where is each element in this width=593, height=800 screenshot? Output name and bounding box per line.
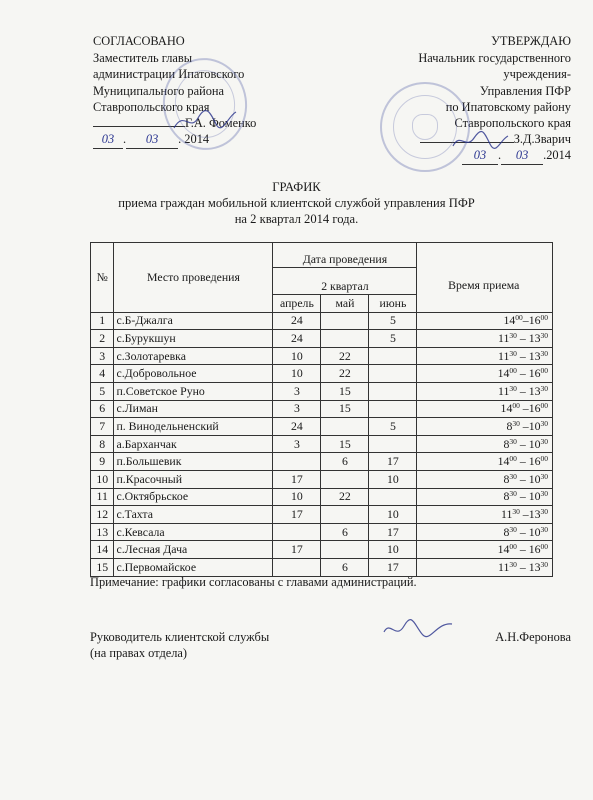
approval-right-signatory: З.Д.Зварич: [513, 132, 571, 146]
row-place: п.Советское Руно: [114, 382, 273, 400]
time-from-minutes: 00: [509, 454, 517, 464]
row-time: [417, 523, 553, 541]
time-to-minutes: 00: [540, 401, 548, 411]
row-time: [417, 470, 553, 488]
row-june: [369, 365, 417, 383]
time-to-minutes: 30: [540, 471, 548, 481]
time-from-hour: 14: [503, 313, 516, 328]
row-time: [417, 558, 553, 576]
table-row: [91, 470, 553, 488]
time-to-hour: 13: [528, 348, 541, 363]
approval-right-heading: УТВЕРЖДАЮ: [491, 34, 571, 48]
time-to-hour: 13: [528, 559, 541, 574]
approval-left-date-year: . 2014: [178, 132, 210, 146]
row-april: 10: [273, 365, 321, 383]
time-to-minutes: 30: [540, 383, 548, 393]
approval-left-line: администрации Ипатовского: [93, 67, 245, 81]
time-from-minutes: 30: [509, 559, 517, 569]
row-may: 6: [321, 523, 369, 541]
row-june: 10: [369, 506, 417, 524]
row-number: 8: [91, 435, 114, 453]
approval-right-line: учреждения-: [503, 67, 571, 81]
time-to-minutes: 00: [540, 366, 548, 376]
row-may: 22: [321, 365, 369, 383]
time-to-minutes: 00: [540, 454, 548, 464]
row-place: п.Красочный: [114, 470, 273, 488]
row-place: с.Тахта: [114, 506, 273, 524]
time-separator: –: [516, 383, 529, 398]
time-separator: –: [516, 436, 529, 451]
table-row: [91, 382, 553, 400]
row-number: 5: [91, 382, 114, 400]
row-may: [321, 418, 369, 436]
row-april: 24: [273, 330, 321, 348]
row-april: 17: [273, 506, 321, 524]
header-num: №: [91, 243, 114, 313]
row-april: 3: [273, 400, 321, 418]
time-to-minutes: 00: [540, 313, 548, 323]
row-number: 1: [91, 312, 114, 330]
row-number: 14: [91, 541, 114, 559]
time-from-minutes: 30: [509, 383, 517, 393]
row-april: 24: [273, 312, 321, 330]
time-to-hour: 10: [528, 418, 541, 433]
approval-right-line: Ставропольского края: [454, 116, 571, 130]
row-number: 10: [91, 470, 114, 488]
time-to-minutes: 30: [540, 348, 548, 358]
approval-left-line: Ставропольского края: [93, 100, 210, 114]
table-row: [91, 488, 553, 506]
row-place: с.Кевсала: [114, 523, 273, 541]
time-from-minutes: 30: [509, 524, 517, 534]
time-to-minutes: 30: [540, 559, 548, 569]
time-separator: –: [516, 559, 529, 574]
time-to-minutes: 30: [540, 489, 548, 499]
row-place: с.Б-Джалга: [114, 312, 273, 330]
time-to-hour: 16: [528, 542, 541, 557]
approval-right-line: по Ипатовскому району: [445, 100, 571, 114]
row-april: 17: [273, 470, 321, 488]
row-time: [417, 488, 553, 506]
time-separator: –: [516, 348, 529, 363]
row-may: 22: [321, 347, 369, 365]
row-time: [417, 312, 553, 330]
row-april: 3: [273, 435, 321, 453]
table-row: [91, 435, 553, 453]
row-place: с.Октябрьское: [114, 488, 273, 506]
row-april: 3: [273, 382, 321, 400]
table-row: [91, 523, 553, 541]
time-from-minutes: 30: [509, 348, 517, 358]
time-from-minutes: 30: [512, 506, 520, 516]
signature-left: [170, 106, 240, 136]
row-time: [417, 365, 553, 383]
row-time: [417, 347, 553, 365]
time-from-hour: 14: [497, 542, 510, 557]
row-june: 17: [369, 523, 417, 541]
footer-position-note: (на правах отдела): [90, 646, 188, 660]
header-month: май: [321, 295, 369, 313]
row-place: а.Барханчак: [114, 435, 273, 453]
time-from-hour: 8: [503, 524, 510, 539]
time-from-hour: 14: [500, 401, 513, 416]
page-subtitle: приема граждан мобильной клиентской службой управления ПФР: [118, 196, 475, 210]
time-from-hour: 14: [497, 366, 510, 381]
row-june: 10: [369, 470, 417, 488]
time-to-hour: 10: [528, 471, 541, 486]
time-from-minutes: 30: [509, 471, 517, 481]
time-from-hour: 8: [506, 418, 513, 433]
row-number: 2: [91, 330, 114, 348]
row-number: 4: [91, 365, 114, 383]
approval-left-date-month: 03: [126, 131, 178, 149]
note-text: Примечание: графики согласованы с главами администраций.: [90, 575, 417, 589]
row-number: 11: [91, 488, 114, 506]
approval-right-date: 03 . 03 .2014: [462, 147, 571, 165]
approval-left-date: 03 . 03 . 2014: [93, 131, 209, 149]
row-place: с.Бурукшун: [114, 330, 273, 348]
time-separator: –: [516, 330, 529, 345]
header-place: Место проведения: [114, 243, 273, 313]
row-place: с.Добровольное: [114, 365, 273, 383]
time-separator: –: [516, 542, 529, 557]
row-place: п.Большевик: [114, 453, 273, 471]
table-row: [91, 506, 553, 524]
row-april: 24: [273, 418, 321, 436]
time-from-hour: 14: [497, 454, 510, 469]
table-row: [91, 418, 553, 436]
time-from-hour: 8: [503, 489, 510, 504]
row-may: [321, 506, 369, 524]
approval-left-heading: СОГЛАСОВАНО: [93, 34, 185, 48]
time-from-minutes: 00: [509, 366, 517, 376]
row-number: 7: [91, 418, 114, 436]
row-april: 10: [273, 488, 321, 506]
row-place: с.Лиман: [114, 400, 273, 418]
time-from-hour: 11: [500, 506, 513, 521]
approval-left-date-day: 03: [93, 131, 123, 149]
row-june: 10: [369, 541, 417, 559]
row-number: 13: [91, 523, 114, 541]
row-june: 5: [369, 330, 417, 348]
header-month: июнь: [369, 295, 417, 313]
row-number: 3: [91, 347, 114, 365]
row-number: 6: [91, 400, 114, 418]
page-title: ГРАФИК: [272, 180, 321, 194]
time-separator: –: [516, 489, 529, 504]
row-may: 22: [321, 488, 369, 506]
approval-left-signatory: Г.А. Фоменко: [185, 116, 257, 130]
approval-right-date-month: 03: [501, 147, 543, 165]
time-separator: –: [516, 471, 529, 486]
row-april: 17: [273, 541, 321, 559]
row-time: [417, 400, 553, 418]
time-to-hour: 16: [528, 454, 541, 469]
time-separator: –: [519, 506, 529, 521]
time-from-minutes: 00: [512, 401, 520, 411]
approval-right-line: Начальник государственного: [418, 51, 571, 65]
row-number: 12: [91, 506, 114, 524]
row-place: с.Лесная Дача: [114, 541, 273, 559]
schedule-table: [90, 242, 553, 577]
time-separator: –: [519, 418, 529, 433]
time-to-minutes: 30: [540, 330, 548, 340]
time-from-hour: 11: [498, 330, 510, 345]
table-row: [91, 400, 553, 418]
row-june: [369, 488, 417, 506]
time-separator: –: [516, 366, 529, 381]
signature-footer: [380, 614, 456, 644]
row-place: с.Золотаревка: [114, 347, 273, 365]
row-april: [273, 453, 321, 471]
table-row: [91, 312, 553, 330]
time-to-hour: 16: [528, 401, 541, 416]
time-to-hour: 16: [528, 366, 541, 381]
row-may: [321, 312, 369, 330]
time-from-minutes: 30: [509, 436, 517, 446]
time-from-hour: 11: [498, 559, 510, 574]
row-june: 17: [369, 558, 417, 576]
row-may: 6: [321, 453, 369, 471]
time-from-minutes: 00: [515, 313, 523, 323]
row-april: [273, 523, 321, 541]
row-june: [369, 382, 417, 400]
time-to-hour: 10: [528, 489, 541, 504]
time-to-minutes: 30: [540, 524, 548, 534]
footer-position: Руководитель клиентской службы: [90, 630, 270, 644]
row-june: 5: [369, 312, 417, 330]
row-may: 15: [321, 382, 369, 400]
row-number: 15: [91, 558, 114, 576]
time-to-hour: 13: [528, 330, 541, 345]
approval-left-line: Заместитель главы: [93, 51, 193, 65]
approval-right-line: Управления ПФР: [479, 84, 571, 98]
approval-left-line: Муниципального района: [93, 84, 225, 98]
time-separator: –: [516, 454, 529, 469]
round-stamp-right: [380, 82, 470, 172]
row-time: [417, 435, 553, 453]
signature-right: [450, 128, 510, 154]
time-to-minutes: 30: [540, 506, 548, 516]
row-june: 5: [369, 418, 417, 436]
row-may: [321, 470, 369, 488]
time-to-hour: 10: [528, 524, 541, 539]
time-to-minutes: 30: [540, 418, 548, 428]
time-to-minutes: 30: [540, 436, 548, 446]
table-row: [91, 453, 553, 471]
row-time: [417, 541, 553, 559]
footer-name: А.Н.Феронова: [495, 630, 571, 644]
time-to-minutes: 00: [540, 542, 548, 552]
row-may: 15: [321, 400, 369, 418]
time-separator: –: [522, 313, 529, 328]
row-time: [417, 506, 553, 524]
time-separator: –: [519, 401, 529, 416]
time-from-hour: 8: [503, 471, 510, 486]
row-may: 6: [321, 558, 369, 576]
time-from-minutes: 00: [509, 542, 517, 552]
time-from-hour: 8: [503, 436, 510, 451]
row-time: [417, 453, 553, 471]
table-row: [91, 365, 553, 383]
row-may: 15: [321, 435, 369, 453]
time-to-hour: 16: [528, 313, 541, 328]
row-place: п. Винодельненский: [114, 418, 273, 436]
row-june: 17: [369, 453, 417, 471]
time-from-minutes: 30: [509, 330, 517, 340]
row-number: 9: [91, 453, 114, 471]
approval-right-date-day: 03: [462, 147, 498, 165]
row-place: с.Первомайское: [114, 558, 273, 576]
time-separator: –: [516, 524, 529, 539]
header-month: апрель: [273, 295, 321, 313]
header-quarter: 2 квартал: [273, 268, 417, 295]
row-time: [417, 418, 553, 436]
time-to-hour: 13: [528, 383, 541, 398]
emblem-icon: [412, 114, 438, 140]
row-may: [321, 330, 369, 348]
time-from-hour: 11: [498, 348, 510, 363]
time-to-hour: 10: [528, 436, 541, 451]
row-june: [369, 347, 417, 365]
approval-right-date-year: .2014: [543, 148, 571, 162]
row-time: [417, 382, 553, 400]
header-time: Время приема: [417, 243, 553, 313]
table-row: [91, 347, 553, 365]
row-june: [369, 400, 417, 418]
time-from-hour: 11: [498, 383, 510, 398]
table-row: [91, 541, 553, 559]
row-april: 10: [273, 347, 321, 365]
time-from-minutes: 30: [512, 418, 520, 428]
row-may: [321, 541, 369, 559]
table-row: [91, 330, 553, 348]
row-june: [369, 435, 417, 453]
time-from-minutes: 30: [509, 489, 517, 499]
header-date-group: Дата проведения: [273, 243, 417, 268]
page-subtitle: на 2 квартал 2014 года.: [234, 212, 359, 226]
row-time: [417, 330, 553, 348]
time-to-hour: 13: [528, 506, 541, 521]
